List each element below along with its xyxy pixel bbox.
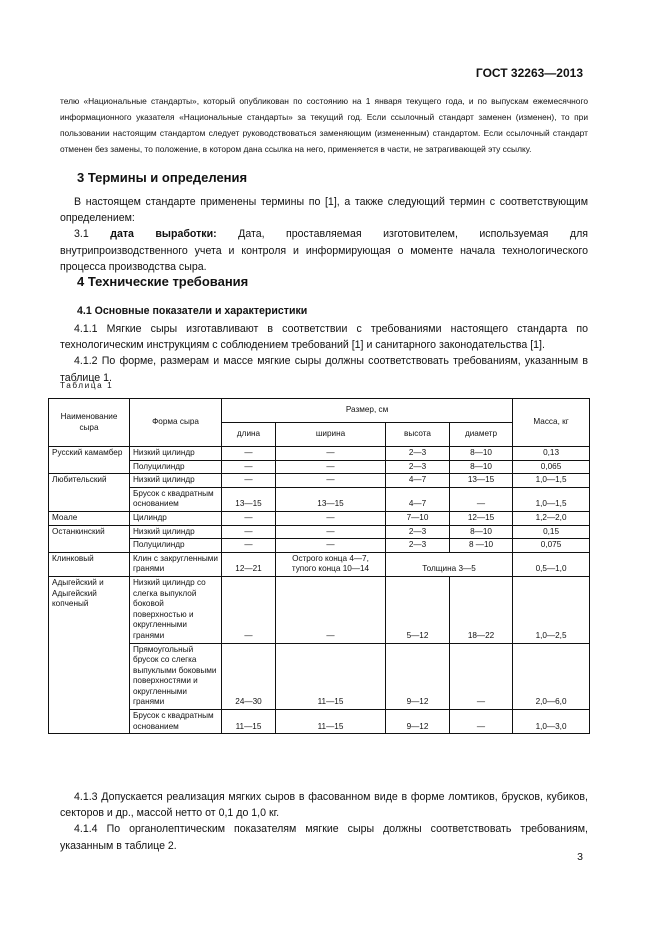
cell-width: — bbox=[276, 460, 386, 474]
gost-code-header: ГОСТ 32263—2013 bbox=[475, 66, 583, 80]
cell-length: — bbox=[222, 447, 276, 461]
cell-length: 12—21 bbox=[222, 552, 276, 576]
paragraph-text: телю «Национальные стандарты», который опубликован по состоянию на 1 января текущего года, и по выпускам ежемесячного информационного указателя «Национальные стандарты» за текущий год. Если ссылочный стандарт заменен (изменен), то при пользовании настоящим стандартом следует руководствоваться заменяющим (измененным) стандартом. Если ссылочный стандарт отменен без замены, то положение, в котором дана ссылка на него, применяется в части, не затрагивающей эту ссылку. bbox=[60, 96, 588, 154]
cell-name: Клинковый bbox=[49, 552, 130, 576]
cell-form: Клин с закругленными гранями bbox=[130, 552, 222, 576]
cell-form: Брусок с квадратным основанием bbox=[130, 487, 222, 511]
cell-length: 11—15 bbox=[222, 710, 276, 734]
cell-width: 13—15 bbox=[276, 487, 386, 511]
cell-height: 2—3 bbox=[386, 525, 450, 539]
section-3-title: 3 Термины и определения bbox=[77, 170, 248, 185]
header-length: длина bbox=[222, 423, 276, 447]
cell-mass: 1,2—2,0 bbox=[513, 511, 590, 525]
section-4-title: 4 Технические требования bbox=[77, 274, 249, 289]
cell-diameter: 18—22 bbox=[450, 576, 513, 643]
cell-width: — bbox=[276, 511, 386, 525]
cell-height: 4—7 bbox=[386, 474, 450, 488]
cell-length: — bbox=[222, 474, 276, 488]
cell-length: 13—15 bbox=[222, 487, 276, 511]
cell-name: Моале bbox=[49, 511, 130, 525]
cell-form: Низкий цилиндр bbox=[130, 525, 222, 539]
cell-height: 9—12 bbox=[386, 710, 450, 734]
cell-width: Острого конца 4—7, тупого конца 10—14 bbox=[276, 552, 386, 576]
cell-width: — bbox=[276, 539, 386, 553]
cell-width: — bbox=[276, 576, 386, 643]
cell-height: 2—3 bbox=[386, 460, 450, 474]
cell-diameter: — bbox=[450, 487, 513, 511]
cell-length: — bbox=[222, 576, 276, 643]
cell-width: 11—15 bbox=[276, 643, 386, 710]
page-number: 3 bbox=[577, 851, 583, 863]
cell-height: 9—12 bbox=[386, 643, 450, 710]
table-caption: Таблица 1 bbox=[60, 381, 114, 390]
cell-height: 2—3 bbox=[386, 447, 450, 461]
cell-height: 4—7 bbox=[386, 487, 450, 511]
header-diameter: диаметр bbox=[450, 423, 513, 447]
section-3-intro: В настоящем стандарте применены термины по [1], а также следующий термин с соответствующим определением: bbox=[60, 196, 588, 225]
cell-length: — bbox=[222, 460, 276, 474]
table-row bbox=[49, 576, 590, 643]
paragraph-4-1-3: 4.1.3 Допускается реализация мягких сыров в фасованном виде в форме ломтиков, брусков, кубиков, секторов и др., массой нетто от 0,1 до 1,0 кг. bbox=[60, 791, 588, 820]
cell-mass: 0,075 bbox=[513, 539, 590, 553]
cell-height: 7—10 bbox=[386, 511, 450, 525]
term-name: дата выработки: bbox=[110, 228, 217, 241]
subsection-4-1-title: 4.1 Основные показатели и характеристики bbox=[77, 305, 308, 317]
cell-diameter: 8—10 bbox=[450, 525, 513, 539]
table-row bbox=[49, 525, 590, 539]
cell-thickness: Толщина 3—5 bbox=[386, 552, 513, 576]
table-row bbox=[49, 539, 590, 553]
cell-diameter: 8—10 bbox=[450, 447, 513, 461]
cell-form: Полуцилиндр bbox=[130, 460, 222, 474]
section-4-1-continued bbox=[60, 789, 588, 854]
table-row bbox=[49, 447, 590, 461]
cell-name: Адыгейский и Адыгейский копченый bbox=[49, 576, 130, 733]
cell-name: Останкинский bbox=[49, 525, 130, 552]
cell-form: Полуцилиндр bbox=[130, 539, 222, 553]
table-row bbox=[49, 474, 590, 488]
paragraph-4-1-2: 4.1.2 По форме, размерам и массе мягкие сыры должны соответствовать требованиям, указанным в таблице 1. bbox=[60, 355, 588, 384]
cell-diameter: — bbox=[450, 710, 513, 734]
cell-mass: 2,0—6,0 bbox=[513, 643, 590, 710]
cell-length: — bbox=[222, 511, 276, 525]
cell-mass: 0,065 bbox=[513, 460, 590, 474]
cell-mass: 0,13 bbox=[513, 447, 590, 461]
cell-mass: 1,0—3,0 bbox=[513, 710, 590, 734]
cell-form: Низкий цилиндр со слегка выпуклой боковой поверхностью и округленными гранями bbox=[130, 576, 222, 643]
cell-mass: 0,15 bbox=[513, 525, 590, 539]
cell-length: — bbox=[222, 539, 276, 553]
cell-form: Цилиндр bbox=[130, 511, 222, 525]
term-number: 3.1 bbox=[74, 228, 89, 241]
cell-form: Прямоугольный брусок со слегка выпуклыми боковыми поверхностями и округленными гранями bbox=[130, 643, 222, 710]
header-height: высота bbox=[386, 423, 450, 447]
cell-mass: 0,5—1,0 bbox=[513, 552, 590, 576]
cell-mass: 1,0—2,5 bbox=[513, 576, 590, 643]
table-row bbox=[49, 552, 590, 576]
header-form: Форма сыра bbox=[130, 399, 222, 447]
cell-mass: 1,0—1,5 bbox=[513, 474, 590, 488]
paragraph-4-1-4: 4.1.4 По органолептическим показателям мягкие сыры должны соответствовать требованиям, указанным в таблице 2. bbox=[60, 823, 588, 852]
cell-length: 24—30 bbox=[222, 643, 276, 710]
cell-diameter: 8 —10 bbox=[450, 539, 513, 553]
term-definition bbox=[60, 226, 588, 275]
table-row bbox=[49, 460, 590, 474]
header-size: Размер, см bbox=[222, 399, 513, 423]
table-row bbox=[49, 643, 590, 710]
cell-mass: 1,0—1,5 bbox=[513, 487, 590, 511]
section-4-1-body bbox=[60, 321, 588, 386]
header-mass: Масса, кг bbox=[513, 399, 590, 447]
cell-diameter: 12—15 bbox=[450, 511, 513, 525]
cell-diameter: 13—15 bbox=[450, 474, 513, 488]
table-row bbox=[49, 710, 590, 734]
table-row bbox=[49, 487, 590, 511]
cell-form: Брусок с квадратным основанием bbox=[130, 710, 222, 734]
cell-name: Любительский bbox=[49, 474, 130, 512]
cell-height: 5—12 bbox=[386, 576, 450, 643]
cell-diameter: — bbox=[450, 643, 513, 710]
header-width: ширина bbox=[276, 423, 386, 447]
section-3-body bbox=[60, 194, 588, 275]
cell-width: — bbox=[276, 525, 386, 539]
cell-form: Низкий цилиндр bbox=[130, 474, 222, 488]
cell-width: 11—15 bbox=[276, 710, 386, 734]
table-row bbox=[49, 511, 590, 525]
cell-width: — bbox=[276, 474, 386, 488]
table-1 bbox=[48, 398, 590, 734]
paragraph-4-1-1: 4.1.1 Мягкие сыры изготавливают в соответствии с требованиями настоящего стандарта по технологическим инструкциям с соблюдением требований [1] и санитарного законодательства [1]. bbox=[60, 323, 588, 352]
cell-form: Низкий цилиндр bbox=[130, 447, 222, 461]
header-name: Наименование сыра bbox=[49, 399, 130, 447]
continued-paragraph bbox=[60, 93, 588, 157]
term-text: Дата, проставляемая изготовителем, используемая для внутрипроизводственного учета и контроля и информирующая о моменте начала технологического процесса производства сыра. bbox=[60, 228, 588, 273]
cell-height: 2—3 bbox=[386, 539, 450, 553]
cell-width: — bbox=[276, 447, 386, 461]
cell-length: — bbox=[222, 525, 276, 539]
cell-diameter: 8—10 bbox=[450, 460, 513, 474]
cell-name: Русский камамбер bbox=[49, 447, 130, 474]
